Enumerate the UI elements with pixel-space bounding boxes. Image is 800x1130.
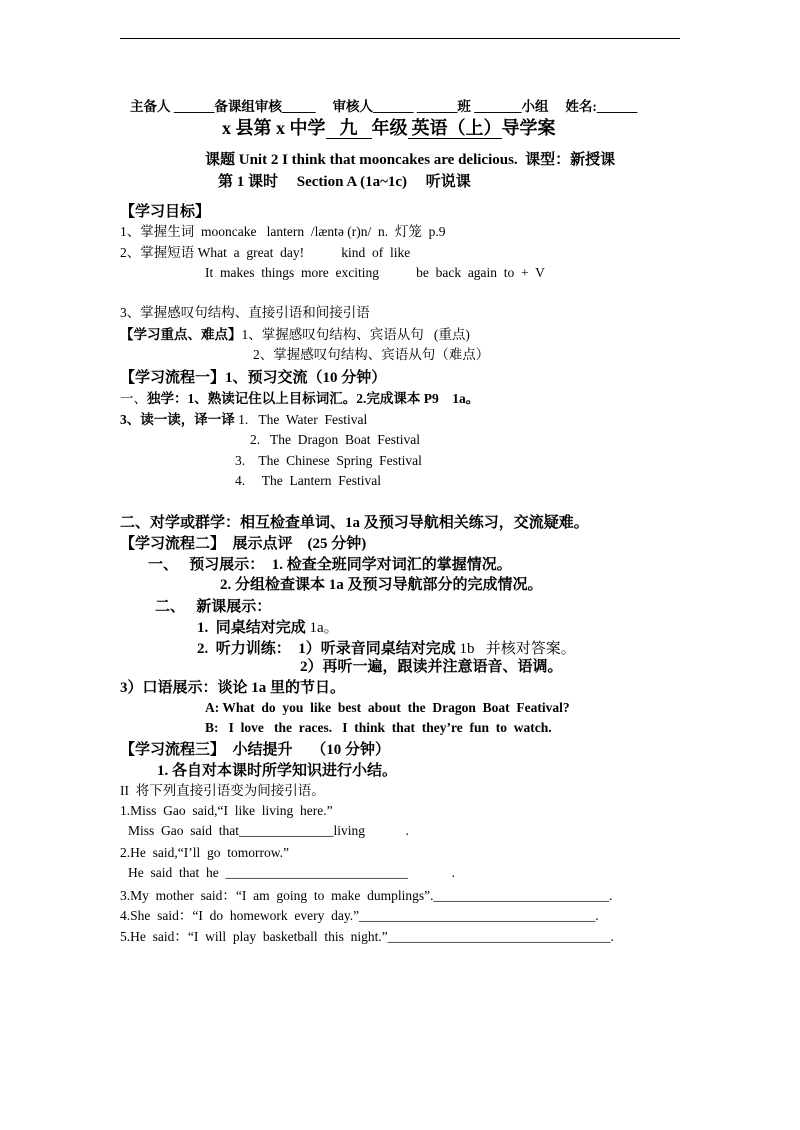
- new-lesson-item-1-ref: 1a。: [309, 620, 339, 636]
- exercise-5: 5.He said：“I will play basketball this night.”_________________________________.: [120, 929, 614, 944]
- dialogue-line-a: A: What do you like best about the Dragon Boat Featival?: [205, 700, 570, 715]
- festival-item-4: 4. The Lantern Festival: [235, 473, 381, 488]
- new-lesson-item-1: [197, 619, 339, 637]
- title-grade-label: 年级: [371, 118, 408, 138]
- new-lesson-item-2-ref: 1b 并核对答案。: [459, 641, 576, 657]
- exercise-1: 1.Miss Gao said,“I like living here.”: [120, 803, 333, 818]
- title-suffix: 导学案: [501, 118, 556, 138]
- preview-display-2: 2. 分组检查课本 1a 及预习导航部分的完成情况。: [220, 577, 543, 593]
- objective-item-1: 1、掌握生词 mooncake lantern /læntə (r)n/ n. 灯笼 p.9: [120, 224, 446, 239]
- exercise-1-answer: Miss Gao said that______________living .: [128, 823, 409, 838]
- new-lesson-item-2: [197, 640, 576, 658]
- lesson-topic: 课题 Unit 2 I think that mooncakes are delicious. 课型：新授课: [205, 152, 616, 168]
- pair-study-line: 二、对学或群学：相互检查单词、1a 及预习导航相关练习，交流疑难。: [120, 515, 589, 531]
- lesson-period: 第 1 课时 Section A (1a~1c) 听说课: [218, 174, 471, 190]
- exercise-4: 4.She said：“I do homework every day.”___________________________________.: [120, 908, 599, 923]
- objective-item-3: 3、掌握感叹句结构、直接引语和间接引语: [120, 305, 370, 320]
- new-lesson-heading: 二、 新课展示：: [155, 599, 272, 615]
- festival-item-1: 1. The Water Festival: [234, 412, 368, 427]
- worksheet-title: [222, 118, 556, 140]
- read-translate-label: 3、读一读，译一译: [120, 412, 235, 427]
- solo-study-prefix: 一、: [120, 391, 147, 406]
- flow2-heading: 【学习流程二】 展示点评 (25 分钟): [120, 536, 367, 552]
- key-points-heading: 【学习重点、难点】: [120, 327, 242, 342]
- title-grade: 九: [326, 119, 372, 139]
- dialogue-line-b: B: I love the races. I think that they’re fun to watch.: [205, 720, 552, 735]
- key-points-line: [120, 327, 470, 343]
- top-rule: [120, 38, 680, 39]
- key-point-2: 2、掌握感叹句结构、宾语从句（难点）: [253, 347, 490, 362]
- objective-item-2: 2、掌握短语 What a great day! kind of like: [120, 245, 411, 260]
- new-lesson-item-2b: 2）再听一遍，跟读并注意语音、语调。: [300, 659, 563, 675]
- festival-item-2: 2. The Dragon Boat Festival: [250, 432, 420, 447]
- objective-item-2-continued: It makes things more exciting be back again to + V: [205, 265, 545, 280]
- title-subject: 英语（上）: [408, 119, 502, 139]
- key-point-1: 1、掌握感叹句结构、宾语从句 (重点): [241, 327, 470, 342]
- oral-display: 3）口语展示：谈论 1a 里的节日。: [120, 680, 346, 696]
- festival-item-3: 3. The Chinese Spring Festival: [235, 453, 422, 468]
- exercise-3: 3.My mother said：“I am going to make dumplings”.__________________________.: [120, 888, 613, 903]
- flow1-heading: 【学习流程一】1、预习交流（10 分钟）: [120, 370, 387, 386]
- exercise-title: II 将下列直接引语变为间接引语。: [120, 783, 325, 798]
- solo-study-text: 独学：1、熟读记住以上目标词汇。2.完成课本 P9 1a。: [147, 391, 480, 406]
- title-school: x 县第 x 中学: [222, 118, 326, 138]
- read-translate-line: [120, 412, 367, 428]
- new-lesson-item-2-label: 2. 听力训练： 1）听录音同桌结对完成: [197, 641, 460, 657]
- flow3-heading: 【学习流程三】 小结提升 （10 分钟）: [120, 742, 391, 758]
- preparer-line: 主备人 ______备课组审核_____ 审核人______ ______班 _______小组 姓名:______: [130, 99, 638, 114]
- exercise-2-answer: He said that he ___________________________ .: [128, 865, 455, 880]
- new-lesson-item-1-label: 1. 同桌结对完成: [197, 620, 310, 636]
- objectives-heading: 【学习目标】: [120, 204, 211, 220]
- preview-display-1: 一、 预习展示： 1. 检查全班同学对词汇的掌握情况。: [148, 557, 512, 573]
- exercise-2: 2.He said,“I’ll go tomorrow.”: [120, 845, 289, 860]
- summary-line: 1. 各自对本课时所学知识进行小结。: [157, 763, 398, 779]
- solo-study-line: [120, 391, 479, 407]
